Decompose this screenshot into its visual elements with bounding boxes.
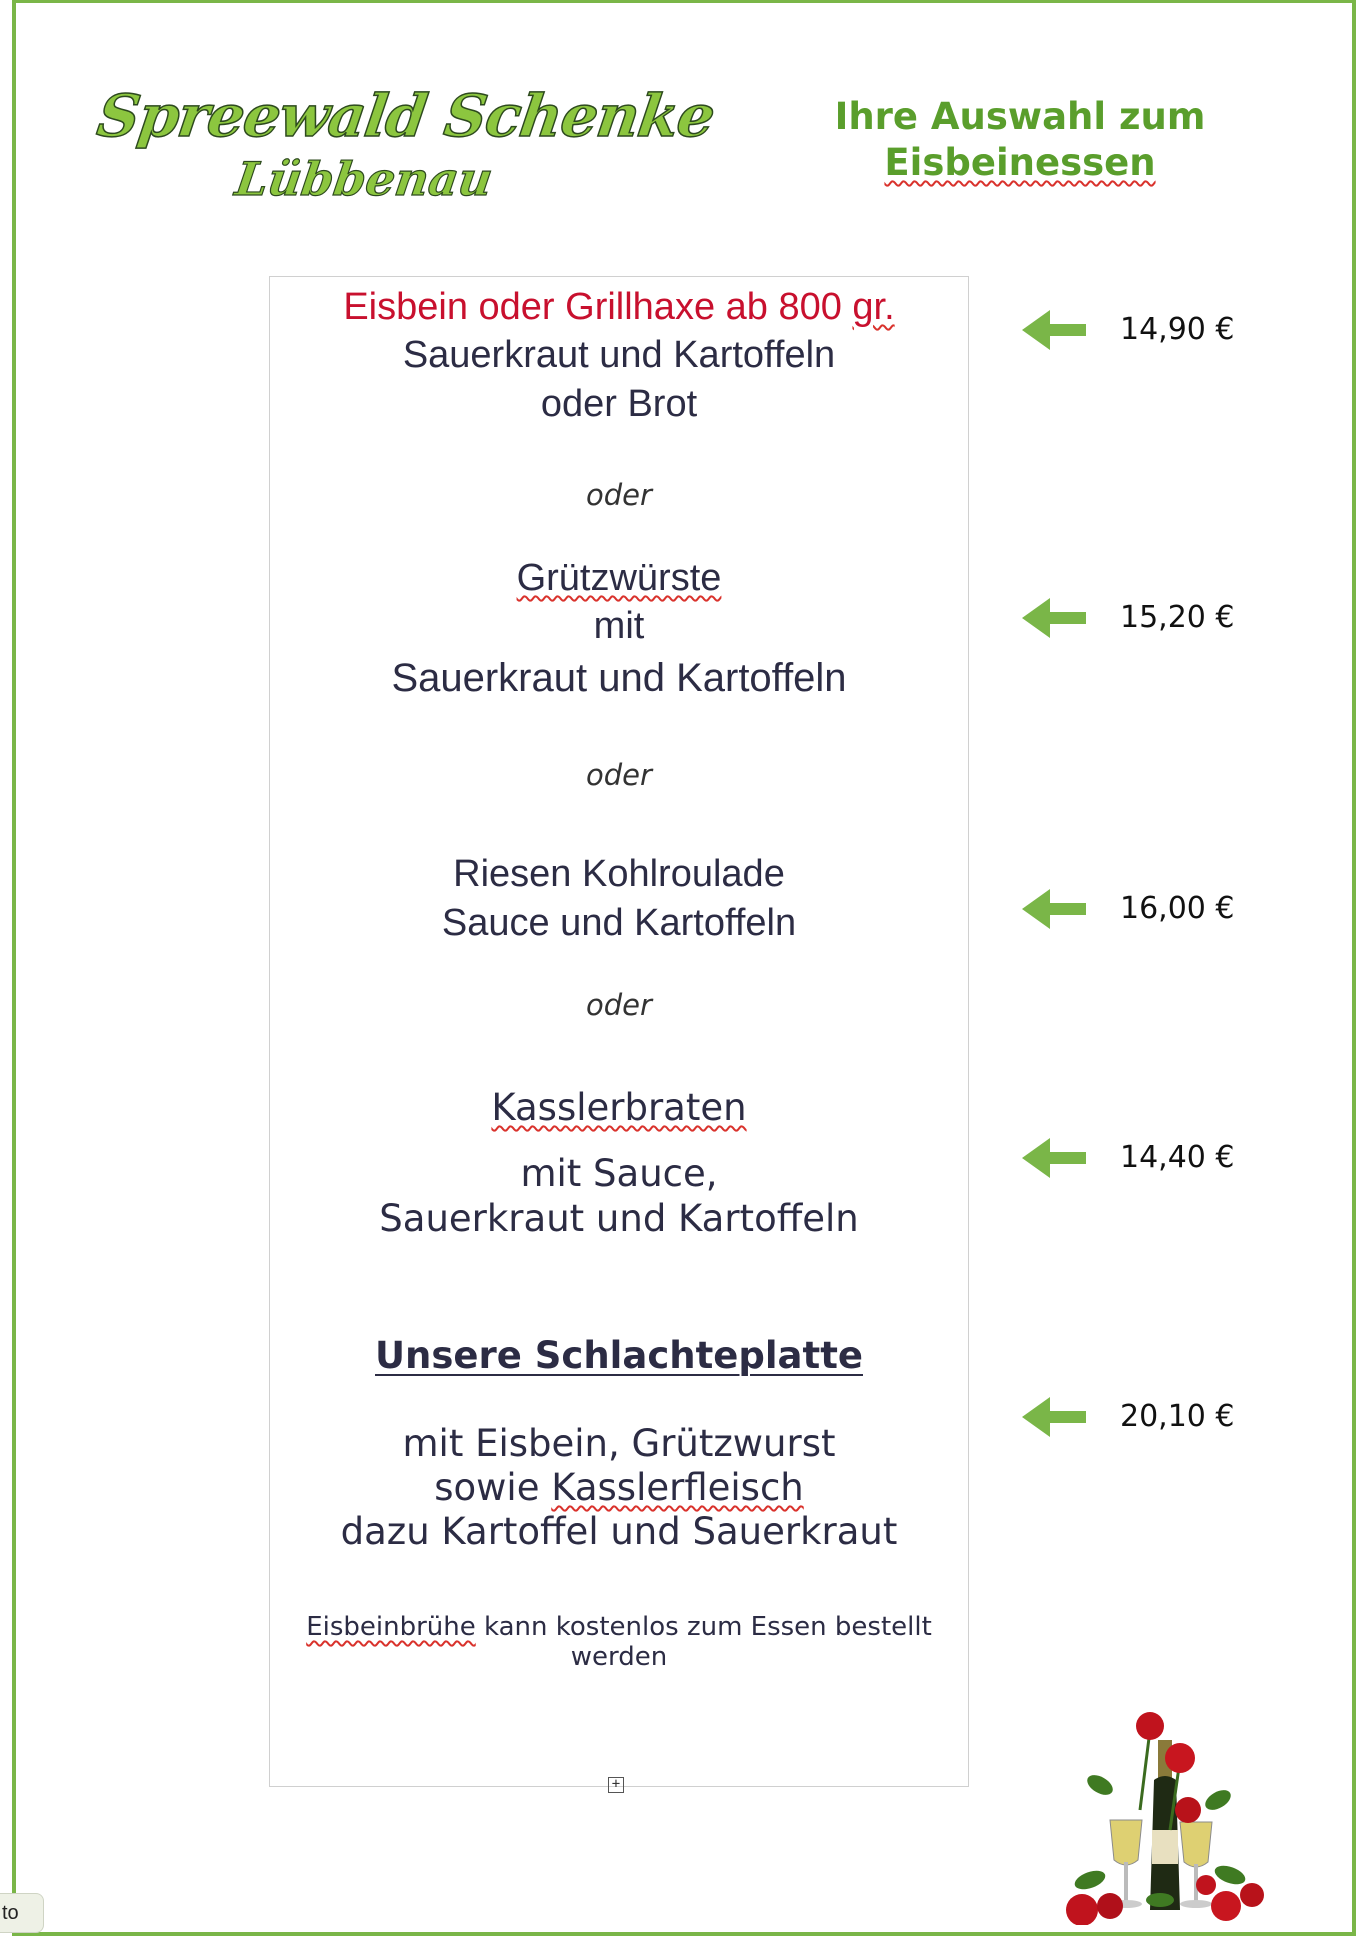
arrow-left-icon (1022, 1397, 1086, 1437)
note-rest: kann kostenlos zum Essen bestellt (475, 1612, 932, 1642)
item5-line-3-word: Kasslerfleisch (551, 1466, 804, 1509)
item2-line-3: Sauerkraut und Kartoffeln (391, 656, 847, 700)
item1-title-unit: gr. (852, 286, 895, 328)
arrow-left-icon (1022, 1138, 1086, 1178)
item5-line-3-pre: sowie (434, 1466, 552, 1509)
arrow-left-icon (1022, 889, 1086, 929)
item1-title (269, 286, 969, 329)
price-4: 14,40 € (1120, 1140, 1235, 1175)
roses-champagne-image (1030, 1710, 1270, 1925)
price-1: 14,90 € (1120, 312, 1235, 347)
item1-title-text: Eisbein oder Grillhaxe ab 800 (343, 286, 853, 328)
item4-line-3: Sauerkraut und Kartoffeln (379, 1197, 859, 1240)
logo-line-1: Spreewald Schenke (93, 82, 719, 150)
note-line-2: werden (570, 1642, 668, 1672)
price-3: 16,00 € (1120, 891, 1235, 926)
note-line-1 (269, 1612, 969, 1642)
heading-line-2: Eisbeinessen (884, 141, 1156, 184)
arrow-left-icon (1022, 310, 1086, 350)
item2-title (269, 557, 969, 600)
item1-line-2: Sauerkraut und Kartoffeln (402, 334, 836, 376)
restaurant-logo (90, 82, 719, 212)
oder-separator-1: oder (586, 478, 652, 512)
price-row-2 (1022, 594, 1252, 640)
item5-line-3 (269, 1466, 969, 1509)
item5-line-4: dazu Kartoffel und Sauerkraut (340, 1510, 898, 1553)
item5-line-2: mit Eisbein, Grützwurst (402, 1422, 836, 1465)
oder-separator-3: oder (586, 988, 652, 1022)
item4-title (269, 1086, 969, 1129)
item5-title (269, 1334, 969, 1377)
item5-title-text: Unsere Schlachteplatte (375, 1334, 863, 1377)
item3-line-2: Sauce und Kartoffeln (441, 902, 797, 944)
page-heading (820, 94, 1220, 186)
plus-square-icon[interactable]: + (608, 1777, 624, 1793)
arrow-left-icon (1022, 598, 1086, 638)
note-word: Eisbeinbrühe (306, 1612, 476, 1642)
sidebar-tab[interactable]: to (0, 1893, 44, 1933)
price-row-3 (1022, 885, 1252, 931)
oder-separator-2: oder (586, 758, 652, 792)
price-row-5 (1022, 1393, 1252, 1439)
price-2: 15,20 € (1120, 600, 1235, 635)
item4-title-text: Kasslerbraten (491, 1086, 747, 1129)
price-row-4 (1022, 1134, 1252, 1180)
item4-line-2: mit Sauce, (520, 1152, 718, 1195)
price-5: 20,10 € (1120, 1399, 1235, 1434)
logo-line-2: Lübbenau (232, 152, 496, 206)
item3-line-1: Riesen Kohlroulade (453, 853, 785, 895)
item2-title-text: Grützwürste (516, 557, 722, 599)
price-row-1 (1022, 306, 1252, 352)
heading-line-1: Ihre Auswahl zum (834, 95, 1206, 138)
item1-line-3: oder Brot (540, 383, 698, 425)
item2-line-2: mit (593, 605, 645, 647)
